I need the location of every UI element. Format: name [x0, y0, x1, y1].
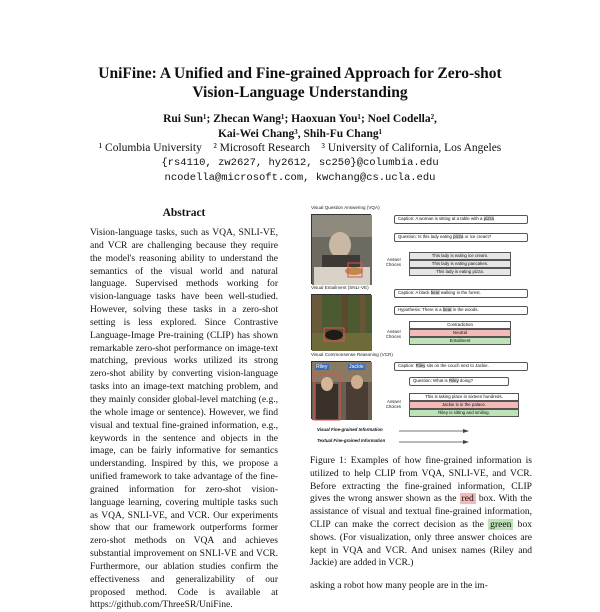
snli-answer-label: Answer Choices: [385, 329, 401, 339]
affiliations: ¹ Columbia University ² Microsoft Research ³ University of California, Los Angeles: [98, 142, 502, 154]
paper-title: [0, 64, 600, 102]
vcr-caption-box: [394, 362, 528, 371]
vqa-question-suffix: or ice cream?: [463, 234, 492, 239]
vcr-caption-suffix: sits on the couch next to Jackie.: [425, 363, 489, 368]
snli-hypothesis-suffix: in the woods.: [451, 307, 479, 312]
vqa-question-text: Question: Is this lady eating: [398, 234, 454, 239]
vqa-caption-text: Caption: A woman is sitting at a table with a: [398, 216, 484, 221]
figure-1: [309, 205, 531, 449]
abstract-heading: Abstract: [162, 207, 206, 219]
vcr-caption-keyword: Riley: [415, 363, 426, 368]
vqa-choice-2: This lady is eating pancakes.: [409, 260, 511, 268]
snli-label: Visual Entailment (SNLI-VE): [311, 285, 369, 290]
vcr-photo: [311, 361, 371, 419]
legend-textual-label: Textual Fine-grained Information: [317, 438, 386, 443]
vqa-choice-3: This lady is eating pizza.: [409, 268, 511, 276]
authors-line-2: Kai-Wei Chang³, Shih-Fu Chang¹: [217, 128, 383, 140]
vcr-question-keyword: Riley: [448, 378, 459, 383]
vcr-photo-tag-riley: Riley: [316, 364, 328, 370]
vcr-label: Visual Commonsense Reasoning (VCR): [311, 352, 393, 357]
snli-choice-1: Contradiction: [409, 321, 511, 329]
caption-green-word: green: [490, 518, 512, 530]
email-line-1: {rs4110, zw2627, hy2612, sc250}@columbia.edu: [161, 157, 439, 169]
vcr-answer-label: Answer Choices: [385, 399, 401, 409]
vcr-choice-1: This is taking place in sixteen hundreds.: [409, 393, 519, 401]
vqa-question-box: [394, 233, 528, 242]
vcr-question-box: [409, 377, 509, 386]
legend-textual-arrow: [399, 440, 469, 444]
snli-hypothesis-keyword: bear: [442, 307, 452, 312]
figure-caption: [310, 455, 532, 570]
legend-visual-label: Visual Fine-grained Information: [317, 427, 383, 432]
vcr-question-suffix: doing?: [458, 378, 474, 383]
body-text: asking a robot how many people are in the im-: [310, 580, 488, 591]
legend-visual-arrow: [399, 429, 469, 433]
vqa-caption-keyword: pizza: [483, 216, 494, 221]
snli-caption-text: Caption: A black: [398, 290, 431, 295]
author-list: [0, 112, 600, 142]
vcr-caption-text: Caption:: [398, 363, 416, 368]
vcr-question-text: Question: What is: [413, 378, 449, 383]
title-line-1: UniFine: A Unified and Fine-grained Approach for Zero-shot: [98, 65, 502, 82]
snli-caption-box: [394, 289, 528, 298]
snli-caption-suffix: walking in the forest.: [439, 290, 481, 295]
vqa-caption-box: [394, 215, 528, 224]
vqa-choice-1: This lady is eating ice cream.: [409, 252, 511, 260]
vqa-label: Visual Question Answering (VQA): [311, 205, 380, 210]
caption-part-3: box shows. (For visualization, only three answer choices are kept in VQA and VCR. And unisex names (Riley and Jackie) are added in VCR.): [310, 518, 532, 569]
snli-photo: [311, 294, 371, 350]
authors-line-1: Rui Sun¹; Zhecan Wang¹; Haoxuan You¹; Noel Codella²,: [163, 113, 437, 125]
vqa-question-keyword: pizza: [453, 234, 464, 239]
snli-caption-keyword: bear: [430, 290, 440, 295]
snli-choice-3: Entailment: [409, 337, 511, 345]
abstract-text: Vision-language tasks, such as VQA, SNLI-VE, and VCR are challenging because they require the model's reasoning ability to understand the semantics of the visual world and natural language. Supervised methods working for vision-language tasks have been well-studied. However, solving these tasks in a zero-shot setting is less explored. Since Contrastive Language-Image Pre-training (CLIP) has shown remarkable zero-shot performance on image-text matching, previous works utilized its strong zero-shot ability by converting vision-language tasks into an image-text matching problem, and they mainly consider global-level matching (e.g., the whole image or sentence). However, we find visual and textual fine-grained information, e.g., keywords in the sentence and objects in the image, can be fairly informative for semantics understanding. Inspired by this, we propose a unified framework to take advantage of the fine-grained information for zero-shot vision-language learning, covering multiple tasks such as VQA, SNLI-VE, and VCR. Our experiments show that our framework outperforms former zero-shot methods on VQA and achieves substantial improvement on SNLI-VE and VCR. Furthermore, our ablation studies confirm the effectiveness and generalizability of our proposed method. Code is available at https://github.com/ThreeSR/UniFine.: [90, 227, 278, 611]
snli-hypothesis-text: Hypothesis: There is a: [398, 307, 443, 312]
title-line-2: Vision-Language Understanding: [192, 84, 408, 101]
vqa-photo: [311, 214, 371, 284]
snli-hypothesis-box: [394, 306, 528, 315]
email-line-2: ncodella@microsoft.com, kwchang@cs.ucla.edu: [164, 172, 436, 184]
caption-part-1: Figure 1: Examples of how fine-grained information is utilized to help CLIP from VQA, SNLI-VE, and VCR. Before extracting the fine-grained information, CLIP gives the wrong answer shown as the: [310, 455, 532, 505]
vcr-choice-2: Jackie is in the palace.: [409, 401, 519, 409]
vcr-photo-tag-jackie: Jackie: [349, 364, 364, 370]
vcr-choice-3: Riley is sitting and smiling.: [409, 409, 519, 417]
caption-red-word: red: [461, 493, 474, 505]
vqa-answer-label: Answer Choices: [385, 257, 401, 267]
caption-part-2: box. With the assistance of visual and textual fine-grained information, CLIP can make the correct decision as the: [310, 493, 532, 530]
snli-choice-2: Neutral: [409, 329, 511, 337]
